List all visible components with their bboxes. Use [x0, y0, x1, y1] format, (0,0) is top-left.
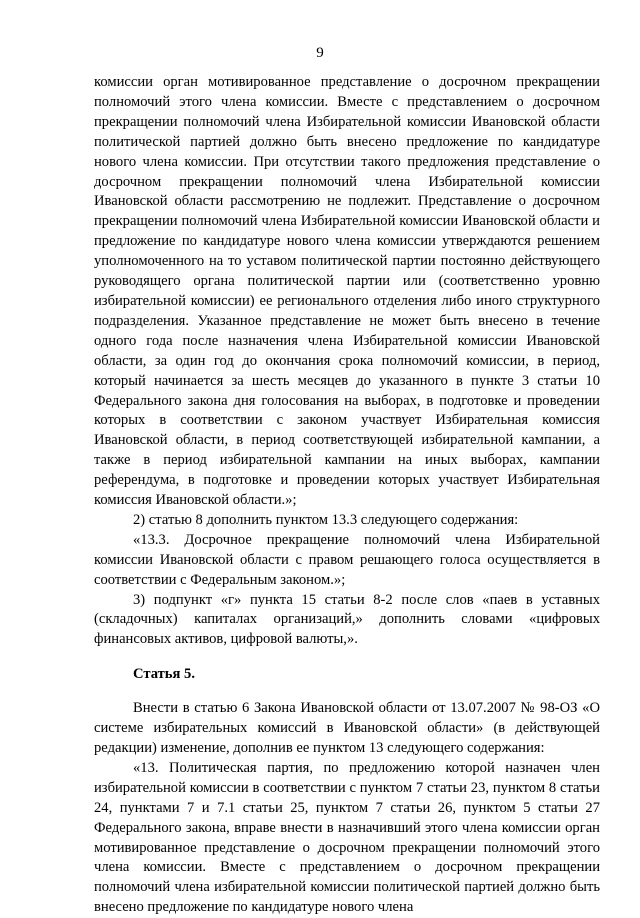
paragraph-continuation: комиссии орган мотивированное представление о досрочном прекращении полномочий этого члена комиссии. Вместе с представлением о досрочном прекращении полномочий члена Избирательной комиссии Ивановской области политической партией должно быть внесено предложение по кандидатуре нового члена комиссии. При отсутствии такого предложения представление о досрочном прекращении полномочий члена Избирательной комиссии Ивановской области рассмотрению не подлежит. Представление о досрочном прекращении полномочий члена Избирательной комиссии Ивановской области и предложение по кандидатуре нового члена комиссии утверждаются решением уполномоченного на то уставом политической партии постоянно действующего руководящего органа политической партии или (соответственно уровню избирательной комиссии) ее регионального отделения либо иного структурного подразделения. Указанное представление не может быть внесено в течение одного года после назначения члена Избирательной комиссии Ивановской области, за один год до окончания срока полномочий комиссии, в период, который начинается за шесть месяцев до указанного в пункте 3 статьи 10 Федерального закона дня голосования на выборах, в подготовке и проведении которых в соответствии с законом участвует Избирательная комиссия Ивановской области, в период соответствующей избирательной кампании, а также в период избирательной кампании на иных выборах, кампании референдума, в подготовке и проведении которых участвует Избирательная комиссия Ивановской области.»;	[94, 74, 600, 509]
page-number: 9	[316, 45, 324, 61]
document-body	[94, 73, 600, 918]
paragraph-article-intro: Внести в статью 6 Закона Ивановской области от 13.07.2007 № 98-ОЗ «О системе избирательных комиссий в Ивановской области» (в действующей редакции) изменение, дополнив ее пунктом 13 следующего содержания:	[94, 700, 600, 756]
paragraph-item-3: 3) подпункт «г» пункта 15 статьи 8-2 после слов «паев в уставных (складочных) капиталах организаций,» дополнить словами «цифровых финансовых активов, цифровой валюты,».	[94, 591, 600, 648]
article-heading: Статья 5.	[133, 666, 195, 683]
paragraph-quote-13: «13. Политическая партия, по предложению которой назначен член избирательной комиссии в соответствии с пунктом 7 статьи 23, пунктом 8 статьи 24, пунктами 7 и 7.1 статьи 25, пунктом 7 статьи 26, пунктом 5 статьи 27 Федерального закона, вправе внести в назначивший этого члена комиссии орган мотивированное представление о досрочном прекращении полномочий этого члена комиссии. Вместе с представлением о досрочном прекращении полномочий члена избирательной комиссии политической партией должно быть внесено предложение по кандидатуре нового члена	[94, 759, 600, 916]
paragraph-item-2: 2) статью 8 дополнить пунктом 13.3 следующего содержания:	[133, 511, 519, 528]
paragraph-quote-13-3: «13.3. Досрочное прекращение полномочий члена Избирательной комиссии Ивановской области с правом решающего голоса осуществляется в соответствии с Федеральным законом.»;	[94, 531, 600, 588]
